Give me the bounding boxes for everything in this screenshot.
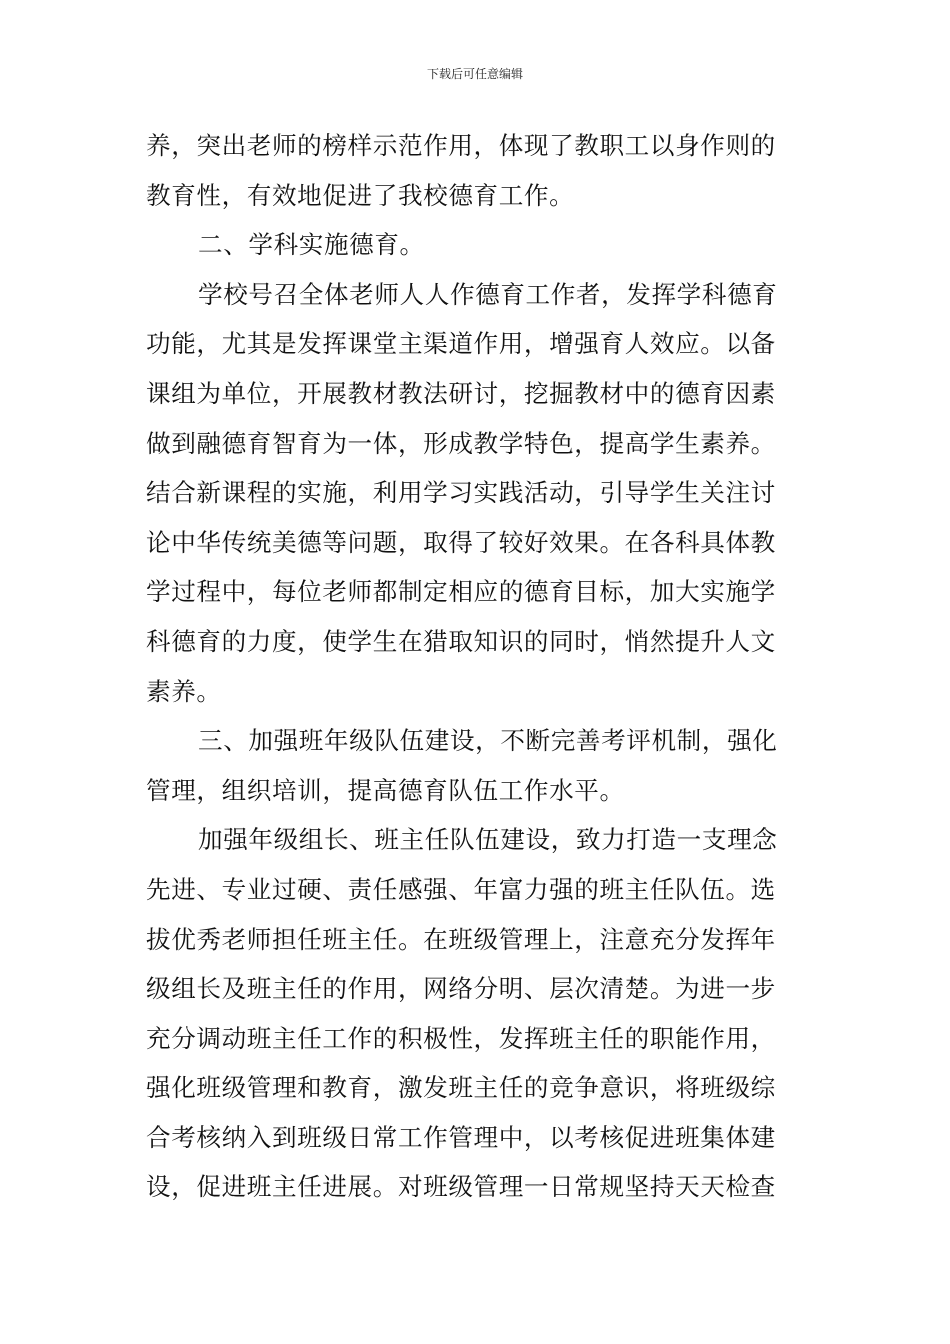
text-line: 充分调动班主任工作的积极性，发挥班主任的职能作用，: [146, 1023, 776, 1053]
text-line: 论中华传统美德等问题，取得了较好效果。在各科具体教: [146, 527, 776, 557]
text-line: 三、加强班年级队伍建设，不断完善考评机制，强化: [198, 726, 778, 756]
text-line: 强化班级管理和教育，激发班主任的竞争意识，将班级综: [146, 1073, 776, 1103]
text-line: 课组为单位，开展教材教法研讨，挖掘教材中的德育因素: [146, 378, 776, 408]
text-line: 结合新课程的实施，利用学习实践活动，引导学生关注讨: [146, 478, 776, 508]
text-line: 科德育的力度，使学生在猎取知识的同时，悄然提升人文: [146, 626, 776, 656]
text-line: 管理，组织培训，提高德育队伍工作水平。: [146, 775, 625, 805]
text-line: 教育性，有效地促进了我校德育工作。: [146, 180, 575, 210]
section-heading: [146, 716, 810, 815]
text-line: 设，促进班主任进展。对班级管理一日常规坚持天天检查: [146, 1172, 776, 1202]
paragraph: [146, 121, 810, 220]
document-body: [146, 121, 810, 1212]
text-line: 素养。: [146, 676, 222, 706]
text-line: 学校号召全体老师人人作德育工作者，发挥学科德育: [198, 279, 778, 309]
text-line: 功能，尤其是发挥课堂主渠道作用，增强育人效应。以备: [146, 329, 776, 359]
text-line: 先进、专业过硬、责任感强、年富力强的班主任队伍。选: [146, 874, 776, 904]
paragraph: [146, 270, 810, 716]
text-line: 做到融德育智育为一体，形成教学特色，提高学生素养。: [146, 428, 776, 458]
text-line: 拔优秀老师担任班主任。在班级管理上，注意充分发挥年: [146, 924, 776, 954]
paragraph: [146, 815, 810, 1212]
page-header-note: 下载后可任意编辑: [426, 67, 523, 81]
text-line: 合考核纳入到班级日常工作管理中，以考核促进班集体建: [146, 1122, 776, 1152]
text-line: 学过程中，每位老师都制定相应的德育目标，加大实施学: [146, 577, 776, 607]
text-line: 级组长及班主任的作用，网络分明、层次清楚。为进一步: [146, 974, 776, 1004]
text-line: 二、学科实施德育。: [198, 230, 425, 260]
section-heading: [146, 220, 810, 270]
text-line: 加强年级组长、班主任队伍建设，致力打造一支理念: [198, 825, 778, 855]
text-line: 养，突出老师的榜样示范作用，体现了教职工以身作则的: [146, 131, 776, 160]
